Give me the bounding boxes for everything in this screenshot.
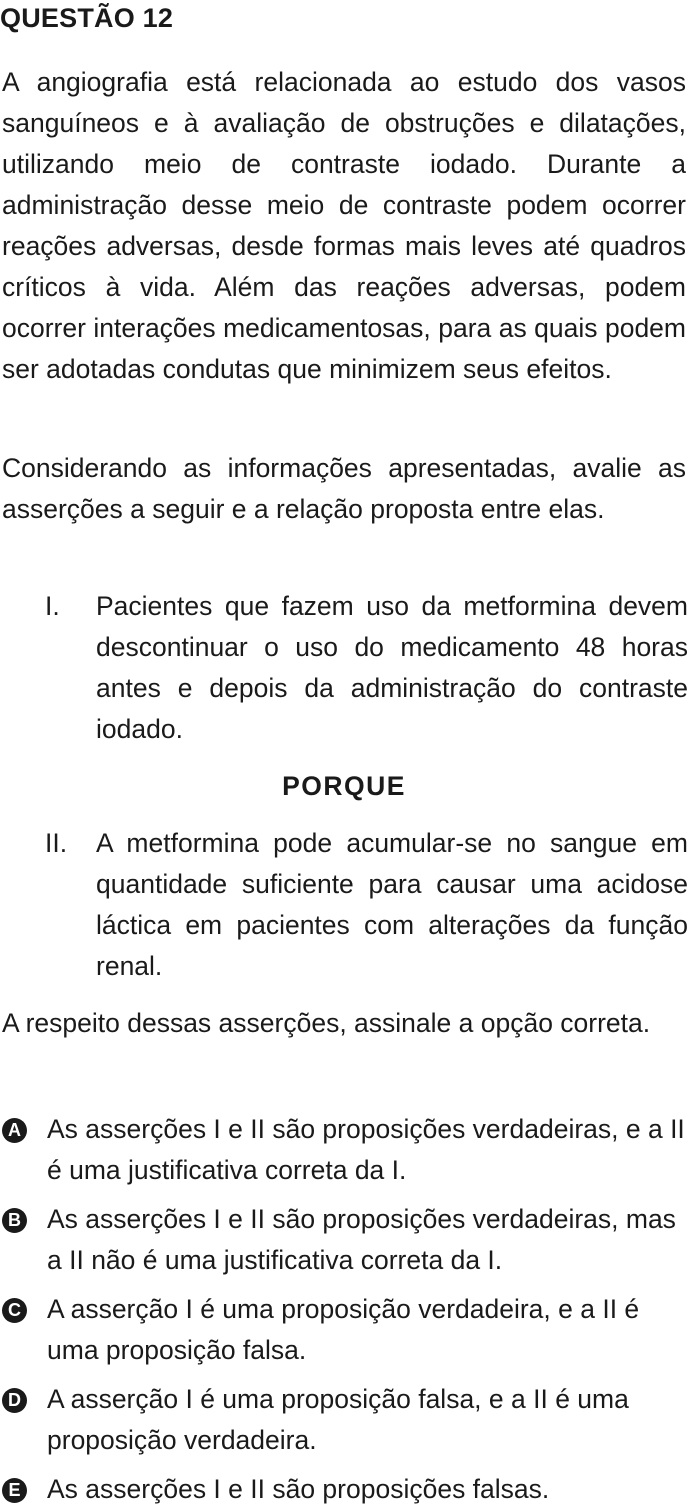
question-instruction: A respeito dessas asserções, assinale a opção correta.: [2, 1008, 651, 1038]
option-b-text: As asserções I e II são proposições verdadeiras, mas a II não é uma justificativa correta da I.: [47, 1204, 676, 1275]
question-prompt: Considerando as informações apresentadas, avalie as asserções a seguir e a relação proposta entre elas.: [2, 453, 686, 524]
assertion-1-number: I.: [45, 591, 60, 621]
option-c-text: A asserção I é uma proposição verdadeira, e a II é uma proposição falsa.: [47, 1294, 640, 1365]
option-d-letter-badge: D: [2, 1388, 27, 1413]
option-d-text: A asserção I é uma proposição falsa, e a II é uma proposição verdadeira.: [47, 1384, 629, 1455]
question-intro: A angiografia está relacionada ao estudo dos vasos sanguíneos e à avaliação de obstruções e dilatações, utilizando meio de contraste iodado. Durante a administração desse meio de contraste podem ocorrer reações adversas, desde formas mais leves até quadros críticos à vida. Além das reações adversas, podem ocorrer interações medicamentosas, para as quais podem ser adotadas condutas que minimizem seus efeitos.: [2, 67, 686, 384]
option-b-letter-badge: B: [2, 1208, 27, 1233]
assertion-2-text: A metformina pode acumular-se no sangue em quantidade suficiente para causar uma acidose láctica em pacientes com alterações da função renal.: [96, 828, 688, 981]
option-a-letter-badge: A: [2, 1118, 27, 1143]
assertion-2-number: II.: [45, 828, 68, 858]
option-a-text: As asserções I e II são proposições verdadeiras, e a II é uma justificativa correta da I.: [47, 1114, 685, 1185]
assertion-1-text: Pacientes que fazem uso da metformina devem descontinuar o uso do medicamento 48 horas antes e depois da administração do contraste iodado.: [96, 591, 688, 744]
option-e-letter-badge: E: [2, 1478, 27, 1503]
option-c-letter-badge: C: [2, 1298, 27, 1323]
question-title: QUESTÃO 12: [0, 3, 174, 33]
option-e-text: As asserções I e II são proposições falsas.: [47, 1474, 550, 1504]
connector-porque: PORQUE: [282, 771, 406, 801]
